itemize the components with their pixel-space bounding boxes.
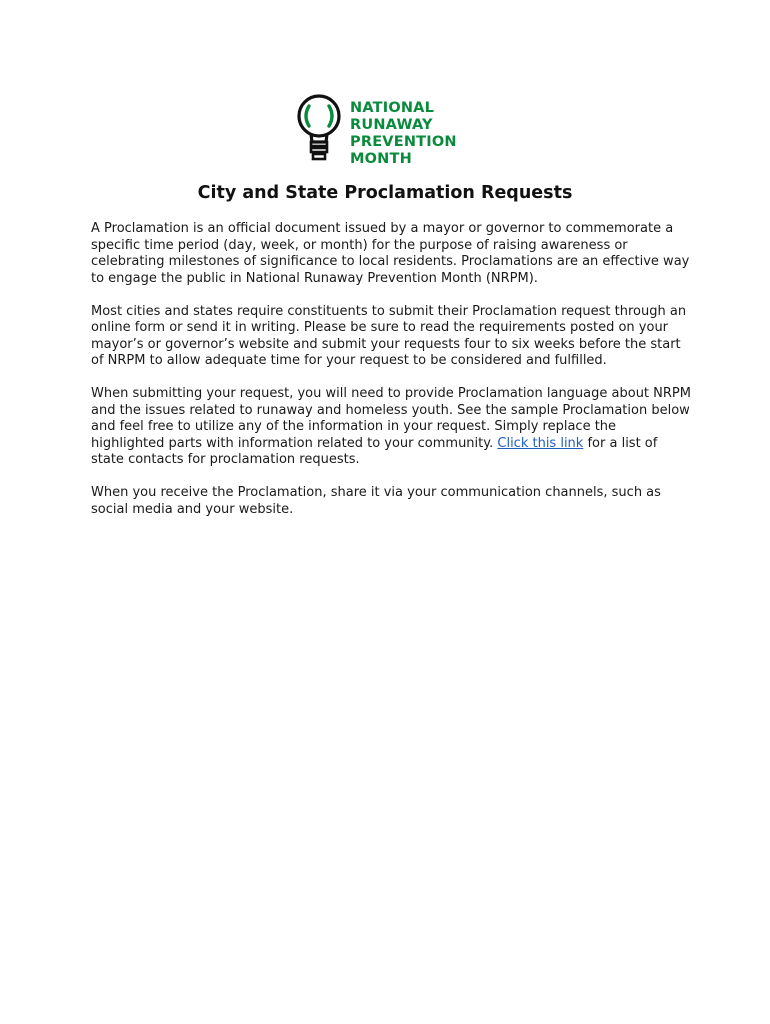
page-title: City and State Proclamation Requests [197, 183, 573, 203]
logo-line: PREVENTION [350, 134, 457, 150]
logo-wordmark [350, 100, 457, 168]
logo-line: MONTH [350, 151, 412, 167]
state-contacts-link[interactable]: Click this link [497, 435, 584, 451]
logo-line: RUNAWAY [350, 117, 433, 133]
paragraph-requirements: Most cities and states require constituents to submit their Proclamation request through an online form or send it in writing. Please be sure to read the requirements posted on your mayor’s or governor’s website and submit your requests four to six weeks before the start of NRPM to allow adequate time for your request to be considered and fulfilled. [91, 303, 687, 368]
paragraph-submitting-text: When submitting your request, you will need to provide Proclamation language about NRPM and the issues related to runaway and homeless youth. See the sample Proclamation below and feel free to utilize any of the information in your request. Simply replace the highlighted parts with information related to your community. [91, 386, 691, 451]
paragraph-submitting [91, 386, 691, 469]
paragraph-intro: A Proclamation is an official document issued by a mayor or governor to commemorate a specific time period (day, week, or month) for the purpose of raising awareness or celebrating milestones of significance to local residents. Proclamations are an effective way to engage the public in National Runaway Prevention Month (NRPM). [91, 221, 690, 286]
link-trailing-text: for a list of state contacts for proclamation requests. [91, 435, 658, 467]
lightbulb-icon [294, 92, 346, 166]
logo-line: NATIONAL [350, 100, 435, 116]
paragraph-share: When you receive the Proclamation, share it via your communication channels, such as social media and your website. [91, 485, 661, 517]
document-body [91, 221, 691, 535]
nrpm-logo [294, 92, 484, 168]
